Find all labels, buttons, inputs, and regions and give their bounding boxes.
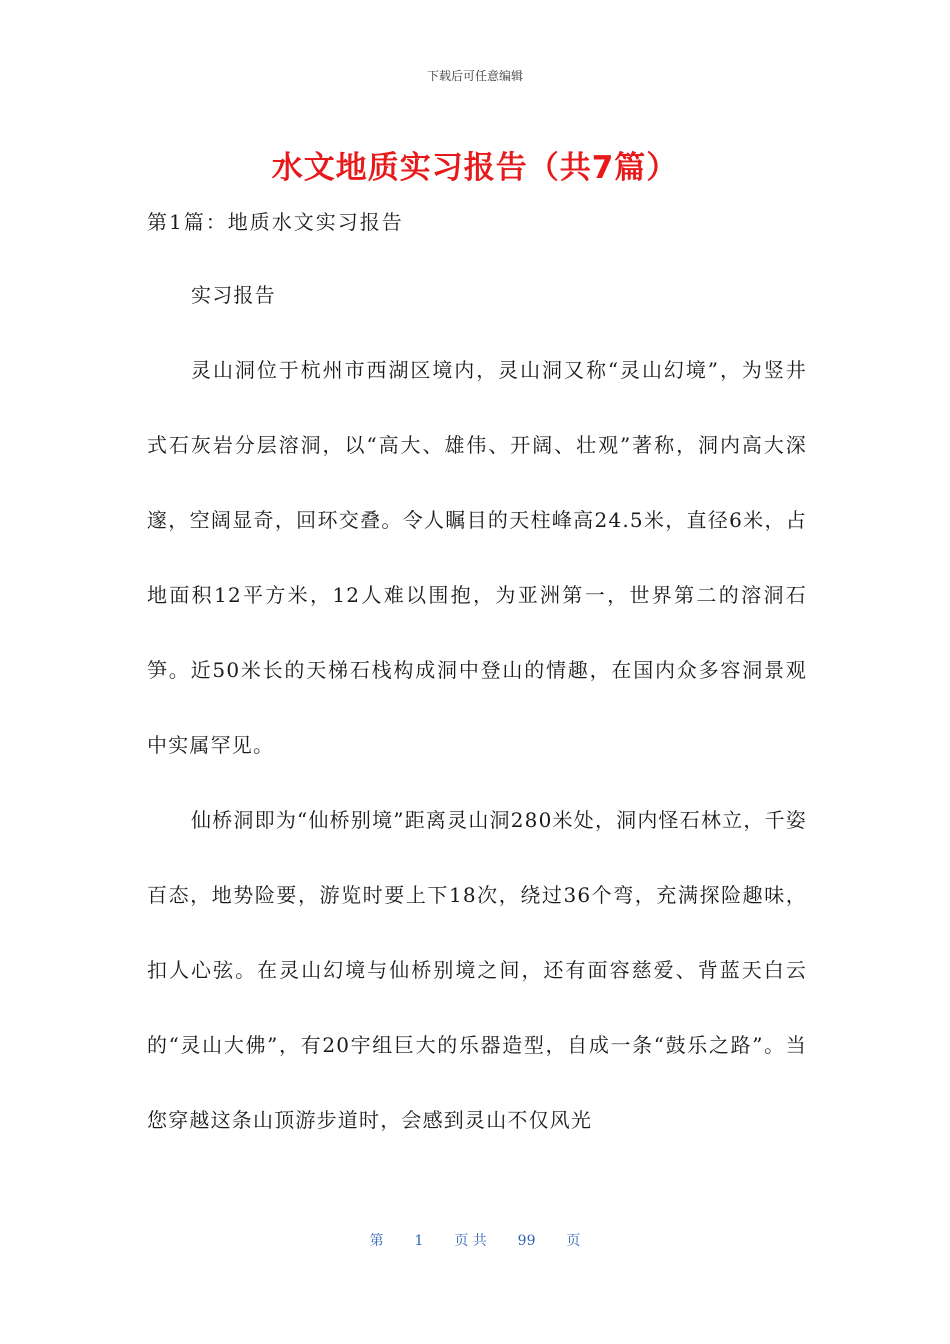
document-body	[147, 258, 807, 1158]
paragraph: 灵山洞位于杭州市西湖区境内，灵山洞又称“灵山幻境”，为竖井式石灰岩分层溶洞，以“高大、雄伟、开阔、壮观”著称，洞内高大深邃，空阔显奇，回环交叠。令人瞩目的天柱峰高24.5米，直径6米，占地面积12平方米，12人难以围抱，为亚洲第一，世界第二的溶洞石笋。近50米长的天梯石栈构成洞中登山的情趣，在国内众多容洞景观中实属罕见。	[147, 358, 807, 757]
page-footer	[0, 1230, 950, 1250]
page-number: 1	[414, 1233, 424, 1249]
page-suffix: 页	[566, 1233, 581, 1249]
page-prefix: 第	[369, 1233, 384, 1249]
header-note: 下载后可任意编辑	[426, 69, 523, 83]
document-title: 水文地质实习报告（共7篇）	[271, 150, 679, 186]
paragraph: 仙桥洞即为“仙桥别境”距离灵山洞280米处，洞内怪石林立，千姿百态，地势险要，游览时要上下18次，绕过36个弯，充满探险趣味，扣人心弦。在灵山幻境与仙桥别境之间，还有面容慈爱、背蓝天白云的“灵山大佛”，有20宇组巨大的乐器造型，自成一条“鼓乐之路”。当您穿越这条山顶游步道时，会感到灵山不仅风光	[147, 808, 807, 1132]
paragraph: 实习报告	[191, 283, 276, 307]
page-total: 99	[517, 1233, 536, 1249]
page-middle: 页 共	[454, 1233, 487, 1249]
section-heading: 第1篇：地质水文实习报告	[147, 210, 404, 234]
